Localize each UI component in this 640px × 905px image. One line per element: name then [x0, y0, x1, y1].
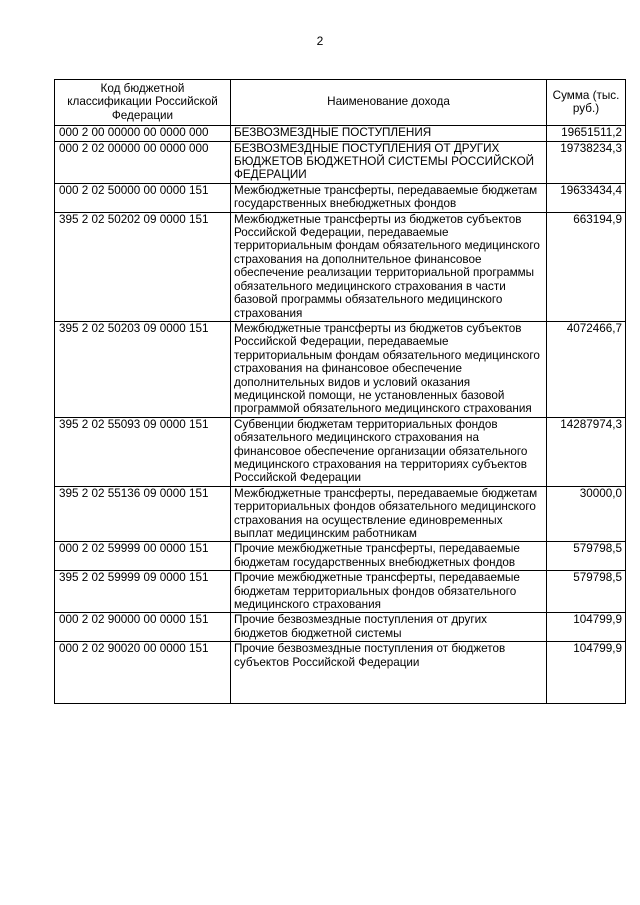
table-row	[55, 571, 626, 613]
row-sum: 104799,9	[547, 642, 626, 704]
row-code: 000 2 00 00000 00 0000 000	[55, 126, 231, 141]
row-code: 000 2 02 90020 00 0000 151	[55, 642, 231, 704]
row-code: 000 2 02 90000 00 0000 151	[55, 613, 231, 642]
row-name: Прочие безвозмездные поступления от бюджетов субъектов Российской Федерации	[231, 642, 547, 704]
table-row	[55, 542, 626, 571]
row-code: 395 2 02 55093 09 0000 151	[55, 417, 231, 486]
table-row	[55, 613, 626, 642]
row-code: 395 2 02 50202 09 0000 151	[55, 212, 231, 321]
row-name: Межбюджетные трансферты, передаваемые бюджетам государственных внебюджетных фондов	[231, 183, 547, 212]
table-row	[55, 486, 626, 542]
row-sum: 19633434,4	[547, 183, 626, 212]
table-row	[55, 141, 626, 183]
table-row	[55, 642, 626, 704]
table-header	[55, 80, 626, 126]
table-row	[55, 126, 626, 141]
row-code: 000 2 02 50000 00 0000 151	[55, 183, 231, 212]
row-sum: 579798,5	[547, 542, 626, 571]
row-sum: 19738234,3	[547, 141, 626, 183]
row-name: Субвенции бюджетам территориальных фондов обязательного медицинского страхования на финансовое обеспечение организации обязательного медицинского страхования на территориях субъектов Российской Федерации	[231, 417, 547, 486]
row-name: БЕЗВОЗМЕЗДНЫЕ ПОСТУПЛЕНИЯ ОТ ДРУГИХ БЮДЖЕТОВ БЮДЖЕТНОЙ СИСТЕМЫ РОССИЙСКОЙ ФЕДЕРАЦИИ	[231, 141, 547, 183]
row-name: Прочие межбюджетные трансферты, передаваемые бюджетам территориальных фондов обязательного медицинского страхования	[231, 571, 547, 613]
row-name: Межбюджетные трансферты из бюджетов субъектов Российской Федерации, передаваемые территориальным фондам обязательного медицинского страхования на дополнительное финансовое обеспечение реализации территориальной программы обязательного медицинского страхования в части базовой программы обязательного медицинского страхования	[231, 212, 547, 321]
row-name: Межбюджетные трансферты из бюджетов субъектов Российской Федерации, передаваемые территориальным фондам обязательного медицинского страхования на финансовое обеспечение дополнительных видов и условий оказания медицинской помощи, не установленных базовой программой обязательного медицинского страхования	[231, 321, 547, 417]
header-sum: Сумма (тыс. руб.)	[547, 80, 626, 126]
row-name: Прочие безвозмездные поступления от других бюджетов бюджетной системы	[231, 613, 547, 642]
header-name: Наименование дохода	[231, 80, 547, 126]
revenue-table	[54, 79, 626, 704]
table-row	[55, 212, 626, 321]
row-name: Межбюджетные трансферты, передаваемые бюджетам территориальных фондов обязательного медицинского страхования на осуществление единовременных выплат медицинским работникам	[231, 486, 547, 542]
table-row	[55, 321, 626, 417]
row-code: 000 2 02 00000 00 0000 000	[55, 141, 231, 183]
page-number: 2	[316, 34, 324, 48]
row-code: 395 2 02 50203 09 0000 151	[55, 321, 231, 417]
header-code: Код бюджетной классификации Российской Федерации	[55, 80, 231, 126]
row-sum: 104799,9	[547, 613, 626, 642]
row-name: Прочие межбюджетные трансферты, передаваемые бюджетам государственных внебюджетных фондов	[231, 542, 547, 571]
table-body	[55, 126, 626, 704]
row-sum: 4072466,7	[547, 321, 626, 417]
row-sum: 19651511,2	[547, 126, 626, 141]
row-name: БЕЗВОЗМЕЗДНЫЕ ПОСТУПЛЕНИЯ	[231, 126, 547, 141]
row-code: 395 2 02 55136 09 0000 151	[55, 486, 231, 542]
row-code: 395 2 02 59999 09 0000 151	[55, 571, 231, 613]
row-sum: 663194,9	[547, 212, 626, 321]
row-sum: 14287974,3	[547, 417, 626, 486]
row-sum: 30000,0	[547, 486, 626, 542]
table-row	[55, 183, 626, 212]
table-row	[55, 417, 626, 486]
header-row	[55, 80, 626, 126]
row-sum: 579798,5	[547, 571, 626, 613]
row-code: 000 2 02 59999 00 0000 151	[55, 542, 231, 571]
